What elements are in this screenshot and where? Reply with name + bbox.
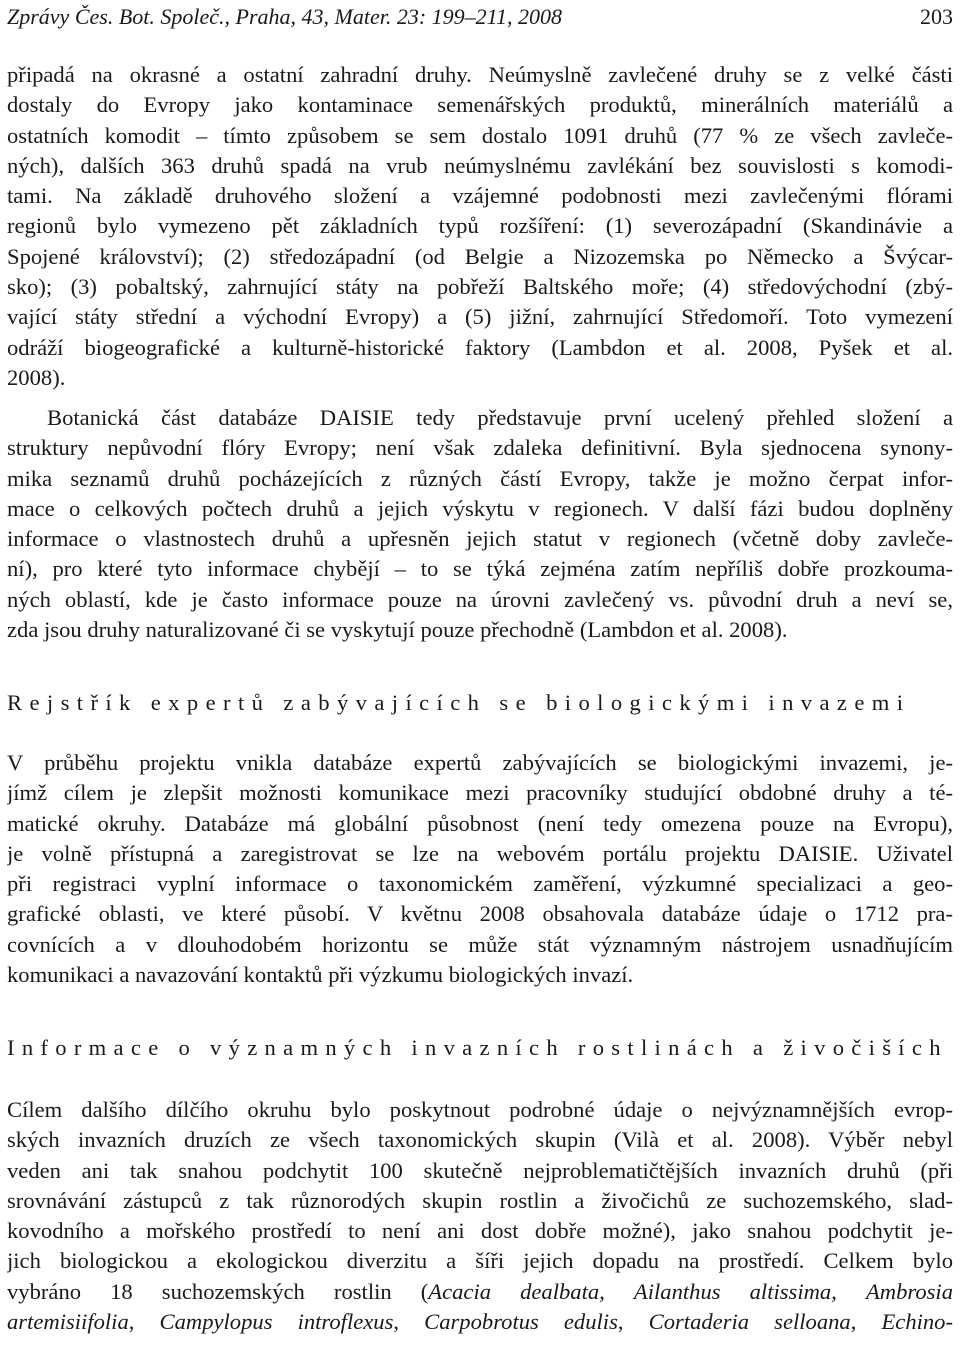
text-line: ní), pro které tyto informace chybějí – to se týká zejména zatím nepříliš dobře prozkouma-	[7, 556, 953, 582]
species-name: Campylopus introflexus	[159, 1309, 394, 1335]
text-line: ostatních komodit – tímto způsobem se sem dostalo 1091 druhů (77 % ze všech zavleče-	[7, 122, 953, 148]
text-line: odráží biogeografické a kulturně-historické faktory (Lambdon et al. 2008, Pyšek et al.	[7, 334, 953, 360]
paragraph-alien-flora-types	[7, 60, 953, 393]
text-line: veden ani tak snahou podchytit 100 skutečně nejproblematičtějších invazních druhů (při	[7, 1157, 953, 1183]
line-text: ,	[617, 1309, 649, 1335]
text-line: sko); (3) pobaltský, zahrnující státy na pobřeží Baltského moře; (4) středovýchodní (zbý-	[7, 274, 953, 300]
paragraph-experts-database	[7, 748, 953, 990]
paragraph-invasive-species	[7, 1095, 953, 1337]
text-line: struktury nepůvodní flóry Evropy; není však zdaleka definitivní. Byla sjednocena synony-	[7, 435, 953, 461]
page-number: 203	[920, 4, 953, 29]
line-text: ,	[393, 1309, 425, 1335]
species-name: Ambrosia	[865, 1278, 953, 1304]
line-text: vybráno 18 suchozemských rostlin (	[7, 1278, 429, 1304]
line-text: ,	[599, 1278, 634, 1304]
text-line: mace o celkových počtech druhů a jejich výskytu v regionech. V další fázi budou doplněny	[7, 495, 953, 521]
text-line: 2008).	[7, 364, 66, 390]
section-heading-experts-register: Rejstřík expertů zabývajících se biologickými invazemi	[7, 690, 911, 715]
text-line: Cílem dalšího dílčího okruhu bylo poskytnout podrobné údaje o nejvýznamnějších evrop-	[7, 1097, 953, 1122]
text-line: Botanická část databáze DAISIE tedy představuje první ucelený přehled složení a	[47, 405, 953, 430]
text-line: komunikaci a navazování kontaktů při výzkumu biologických invazí.	[7, 962, 634, 988]
text-line: připadá na okrasné a ostatní zahradní druhy. Neúmyslně zavlečené druhy se z velké části	[7, 62, 953, 87]
text-line: při registraci vyplní informace o taxonomickém zaměření, výzkumné specializaci a geo-	[7, 871, 953, 897]
line-text: ,	[128, 1309, 160, 1335]
text-line: grafické oblasti, ve které působí. V květnu 2008 obsahovala databáze údaje o 1712 pra-	[7, 901, 953, 927]
text-line: mika seznamů druhů pocházejících z různých částí Evropy, takže je možno čerpat infor-	[7, 465, 953, 491]
text-line: ných oblastí, kde je často informace pouze na úrovni zavlečený vs. původní druh a neví se,	[7, 586, 953, 612]
species-name: Carpobrotus edulis	[424, 1309, 618, 1335]
line-text: ,	[831, 1278, 866, 1304]
text-line: vající státy střední a východní Evropy) a (5) jižní, zahrnující Středomoří. Toto vymezení	[7, 304, 953, 330]
line-text: ,	[850, 1309, 882, 1335]
section-heading-invasive-species-info: Informace o významných invazních rostlinách a živočiších	[7, 1035, 948, 1060]
text-line: kovodního a mořského prostředí to není ani dost dobře možné), jako snahou podchytit je-	[7, 1218, 953, 1244]
species-name: artemisiifolia	[7, 1309, 129, 1335]
species-name: Cortaderia selloana	[648, 1309, 851, 1335]
text-line: srovnávání zástupců z tak různorodých skupin rostlin a živočichů ze suchozemského, slad-	[7, 1187, 953, 1213]
text-line: regionů bylo vymezeno pět základních typů rozšíření: (1) severozápadní (Skandinávie a	[7, 213, 953, 239]
text-line-species	[7, 1277, 953, 1307]
text-line: Spojené království); (2) středozápadní (od Belgie a Nizozemska po Německo a Švýcar-	[7, 243, 953, 269]
text-line: ných), dalších 363 druhů spadá na vrub neúmyslnému zavlékání bez souvislosti s komodi-	[7, 152, 953, 178]
species-name: Ailanthus altissima	[633, 1278, 832, 1304]
text-line: informace o vlastnostech druhů a upřesněn jejich statut v regionech (včetně doby zavleče-	[7, 526, 953, 552]
species-name: Echino-	[881, 1309, 953, 1335]
text-line: jich biologickou a ekologickou diverzitu a šíři jejich dopadu na prostředí. Celkem bylo	[7, 1248, 953, 1274]
text-line: ských invazních druzích ze všech taxonomických skupin (Vilà et al. 2008). Výběr nebyl	[7, 1127, 953, 1153]
text-line: jímž cílem je zlepšit možnosti komunikace mezi pracovníky studující obdobné druhy a té-	[7, 780, 953, 806]
text-line: covnících a v dlouhodobém horizontu se může stát významným nástrojem usnadňujícím	[7, 931, 953, 957]
text-line: tami. Na základě druhového složení a vzájemné podobnosti mezi zavlečenými flórami	[7, 183, 953, 209]
text-line: dostaly do Evropy jako kontaminace semenářských produktů, minerálních materiálů a	[7, 92, 953, 118]
paragraph-daisie-database	[7, 403, 953, 645]
running-header	[7, 2, 953, 32]
text-line: je volně přístupná a zaregistrovat se lze na webovém portálu projektu DAISIE. Uživatel	[7, 840, 953, 866]
species-name: Acacia dealbata	[428, 1278, 600, 1304]
text-line: zda jsou druhy naturalizované či se vyskytují pouze přechodně (Lambdon et al. 2008).	[7, 617, 788, 643]
journal-citation: Zprávy Čes. Bot. Společ., Praha, 43, Mater. 23: 199–211, 2008	[7, 4, 563, 29]
text-line: V průběhu projektu vnikla databáze expertů zabývajících se biologickými invazemi, je-	[7, 750, 953, 775]
text-line: matické okruhy. Databáze má globální působnost (není tedy omezena pouze na Evropu),	[7, 810, 953, 836]
text-line-species	[7, 1307, 953, 1337]
